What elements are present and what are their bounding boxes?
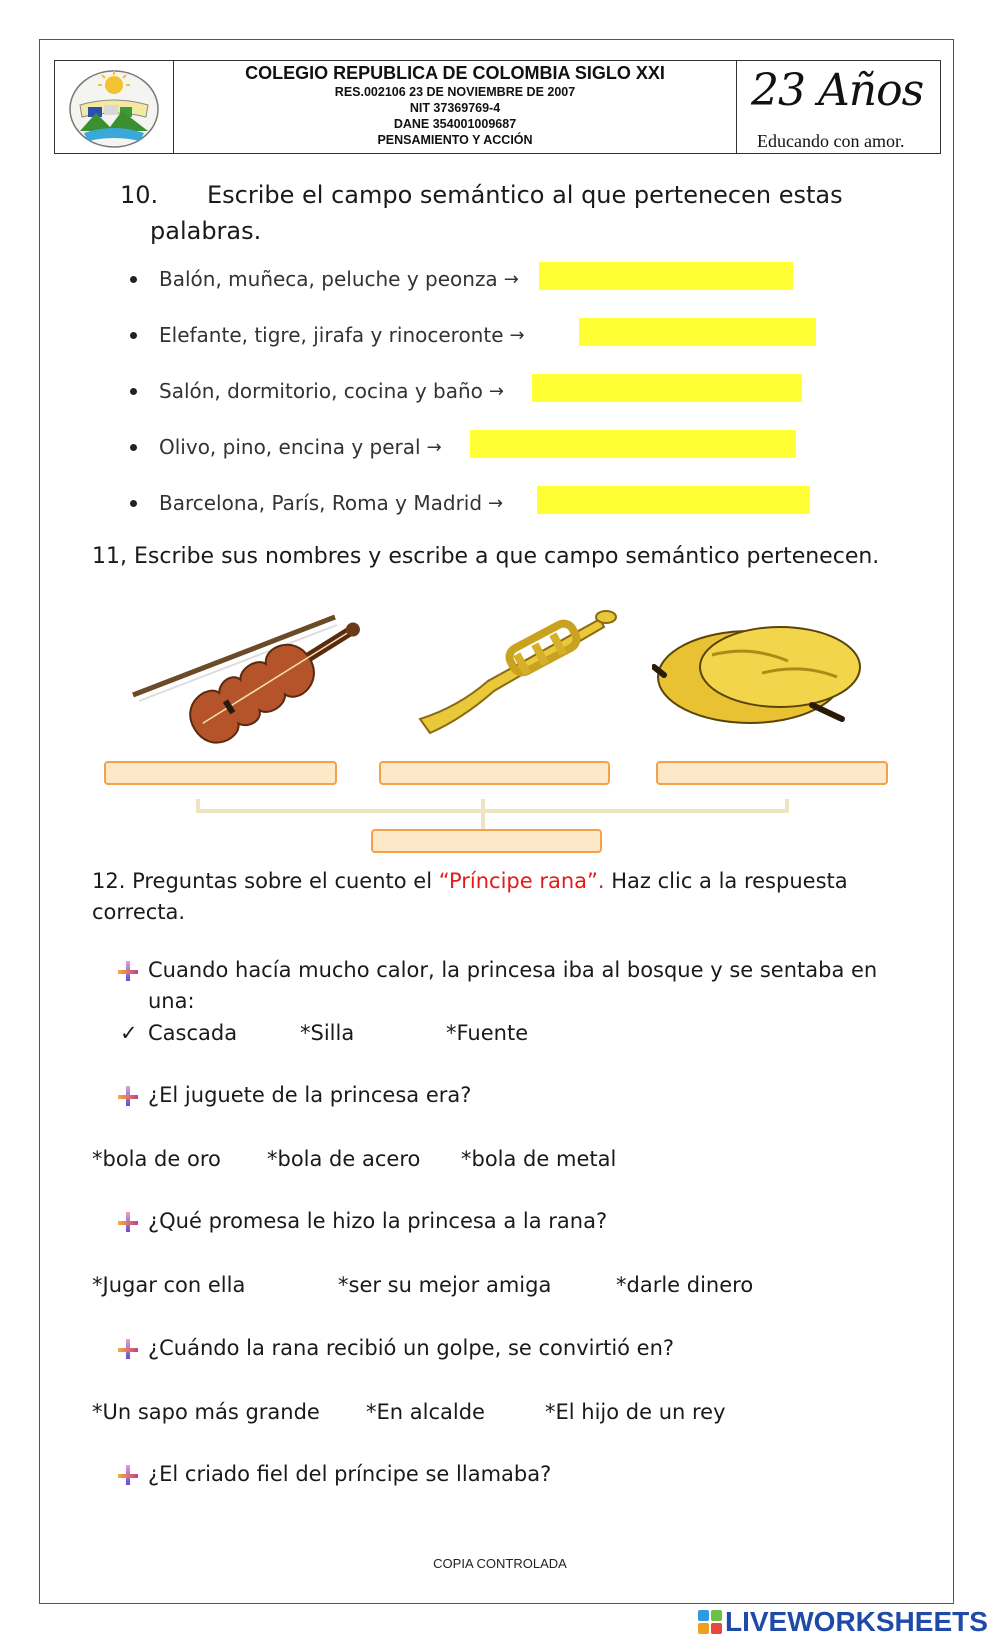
school-crest-logo <box>55 61 174 153</box>
bracket-line <box>481 799 485 829</box>
q10-number: 10. <box>120 181 159 209</box>
brand-name: LIVEWORKSHEETS <box>725 1606 988 1637</box>
arrow-right-icon: → <box>503 268 519 290</box>
q12-prefix: 12. Preguntas sobre el cuento el <box>92 869 439 893</box>
controlled-copy-label: COPIA CONTROLADA <box>433 1556 567 1571</box>
nit: NIT 37369769-4 <box>409 101 501 115</box>
option-dinero[interactable]: *darle dinero <box>616 1273 754 1297</box>
story-title: “Príncipe rana”. <box>438 869 605 893</box>
option-sapo[interactable]: *Un sapo más grande <box>92 1400 320 1424</box>
question-2 <box>118 1080 471 1111</box>
plus-bullet-icon <box>118 1212 138 1232</box>
answer-input-5[interactable] <box>537 486 810 514</box>
question-4 <box>118 1333 674 1364</box>
arrow-right-icon: → <box>426 436 442 458</box>
word-group: Elefante, tigre, jirafa y rinoceronte <box>159 323 504 347</box>
resolution: RES.002106 23 DE NOVIEMBRE DE 2007 <box>334 85 576 99</box>
bullet-icon <box>130 332 137 339</box>
school-name: COLEGIO REPUBLICA DE COLOMBIA SIGLO XXI <box>245 63 665 83</box>
option-alcalde[interactable]: *En alcalde <box>366 1400 485 1424</box>
bullet-icon <box>130 388 137 395</box>
question-text: ¿El juguete de la princesa era? <box>148 1083 472 1107</box>
option-fuente[interactable]: *Fuente <box>446 1021 529 1045</box>
list-item <box>130 488 503 518</box>
school-info <box>174 61 737 153</box>
liveworksheets-logo <box>698 1606 988 1638</box>
answer-input-4[interactable] <box>470 430 796 458</box>
word-group: Olivo, pino, encina y peral <box>159 435 421 459</box>
bullet-icon <box>130 276 137 283</box>
q10-instruction: Escribe el campo semántico al que pertenecen estas <box>207 181 843 209</box>
plus-bullet-icon <box>118 1339 138 1359</box>
arrow-right-icon: → <box>509 324 525 346</box>
q12-instruction <box>92 866 872 928</box>
question-text: ¿Cuándo la rana recibió un golpe, se convirtió en? <box>148 1336 675 1360</box>
option-bola-oro[interactable]: *bola de oro <box>92 1147 221 1171</box>
check-icon: ✓ <box>120 1021 138 1045</box>
school-crest-icon <box>66 65 162 149</box>
cymbals-icon <box>652 615 872 735</box>
slogan: PENSAMIENTO Y ACCIÓN <box>377 133 533 147</box>
anniversary-panel <box>737 61 940 153</box>
instrument-name-input-2[interactable] <box>379 761 610 785</box>
option-amiga[interactable]: *ser su mejor amiga <box>338 1273 552 1297</box>
list-item <box>130 376 504 406</box>
word-group: Salón, dormitorio, cocina y baño <box>159 379 483 403</box>
anniversary-title: 23 Años <box>751 65 924 116</box>
question-text: ¿Qué promesa le hizo la princesa a la rana? <box>148 1209 608 1233</box>
question-5 <box>118 1459 551 1490</box>
liveworksheets-blocks-icon <box>698 1610 722 1634</box>
instrument-name-input-1[interactable] <box>104 761 337 785</box>
bullet-icon <box>130 500 137 507</box>
list-item <box>130 432 442 462</box>
question-1 <box>118 955 877 1017</box>
dane: DANE 354001009687 <box>393 117 517 131</box>
option-jugar[interactable]: *Jugar con ella <box>92 1273 246 1297</box>
answer-input-2[interactable] <box>579 318 816 346</box>
bracket-line <box>785 799 789 811</box>
arrow-right-icon: → <box>488 492 504 514</box>
q11-instruction: 11, Escribe sus nombres y escribe a que campo semántico pertenecen. <box>92 544 880 569</box>
motto: Educando con amor. <box>757 131 905 151</box>
option-cascada[interactable]: Cascada <box>148 1021 238 1045</box>
option-bola-acero[interactable]: *bola de acero <box>267 1147 421 1171</box>
bullet-icon <box>130 444 137 451</box>
violin-icon <box>125 605 375 755</box>
question-text: Cuando hacía mucho calor, la princesa iba al bosque y se sentaba en <box>148 958 878 982</box>
document-header <box>54 60 941 154</box>
semantic-field-input[interactable] <box>371 829 602 853</box>
answer-input-3[interactable] <box>532 374 802 402</box>
trumpet-icon <box>418 595 638 735</box>
list-item <box>130 264 519 294</box>
plus-bullet-icon <box>118 1086 138 1106</box>
option-hijo-rey[interactable]: *El hijo de un rey <box>545 1400 726 1424</box>
question-text: ¿El criado fiel del príncipe se llamaba? <box>148 1462 552 1486</box>
word-group: Barcelona, París, Roma y Madrid <box>159 491 483 515</box>
bracket-line <box>196 809 789 813</box>
arrow-right-icon: → <box>488 380 505 402</box>
instrument-name-input-3[interactable] <box>656 761 888 785</box>
answer-input-1[interactable] <box>539 262 793 290</box>
option-silla[interactable]: *Silla <box>300 1021 355 1045</box>
list-item <box>130 320 525 350</box>
option-bola-metal[interactable]: *bola de metal <box>461 1147 617 1171</box>
plus-bullet-icon <box>118 1465 138 1485</box>
question-text-cont: una: <box>148 989 195 1013</box>
plus-bullet-icon <box>118 961 138 981</box>
word-group: Balón, muñeca, peluche y peonza <box>159 267 498 291</box>
question-3 <box>118 1206 607 1237</box>
q10-instruction-cont: palabras. <box>150 217 262 245</box>
q12-suffix: Haz clic a la respuesta correcta. <box>92 869 848 924</box>
